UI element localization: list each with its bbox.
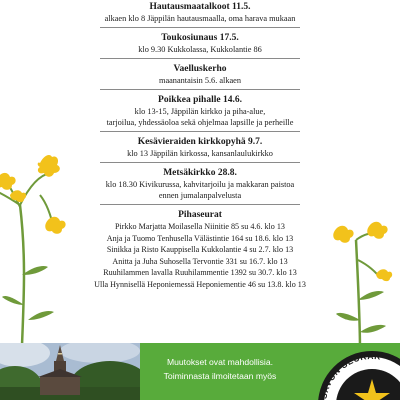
event-kesavieraiden-kirkkopyha [70, 136, 330, 159]
event-detail: ennen jumalanpalvelusta [158, 191, 242, 200]
pihaseurat-entry: Anja ja Tuomo Tenhusella Välästintie 164 su 18.6. klo 13 [106, 233, 294, 243]
pihaseurat-entry: Pirkko Marjatta Moilasella Niinitie 85 su 4.6. klo 13 [115, 222, 285, 231]
event-poikkea-pihalle [70, 94, 330, 128]
pihaseurat-entry: Anitta ja Juha Suhosella Tervontie 331 su 16.7. klo 13 [112, 256, 288, 266]
event-detail: klo 13-15, Jäppilän kirkko ja piha-alue, [134, 107, 266, 116]
pihaseurat-entry: Ulla Hynnisellä Heponiemessä Heponiementie 46 su 13.8. klo 13 [94, 279, 306, 289]
flowers-left-decoration [0, 145, 80, 345]
event-toukosiunaus [70, 32, 330, 55]
event-pihaseurat [70, 209, 330, 291]
logo-text: SAVON SEURAK [318, 350, 382, 400]
flowers-right-decoration [320, 220, 400, 350]
event-title: Hautausmaatalkoot 11.5. [149, 2, 251, 12]
event-title: Toukosiunaus 17.5. [161, 33, 239, 43]
logo-area [300, 343, 400, 400]
event-detail: maanantaisin 5.6. alkaen [158, 76, 242, 85]
pihaseurat-entry: Sinikka ja Risto Kauppisella Kukkolantie 4 su 2.7. klo 13 [106, 245, 294, 255]
events-content [70, 0, 330, 291]
event-title: Vaelluskerho [173, 64, 227, 74]
event-detail: klo 9.30 Kukkolassa, Kukkolantie 86 [138, 45, 262, 54]
event-title: Metsäkirkko 28.8. [163, 168, 237, 178]
flower-blossoms-icon [333, 222, 392, 281]
footer-line: Toiminnasta ilmoitetaan myös [163, 371, 277, 381]
footer-line: Muutokset ovat mahdollisia. [166, 357, 274, 367]
event-title: Poikkea pihalle 14.6. [158, 95, 242, 105]
divider [100, 162, 300, 163]
church-photo-illustration [0, 343, 140, 400]
footer-info-box [140, 343, 300, 400]
event-detail: alkaen klo 8 Jäppilän hautausmaalla, oma harava mukaan [104, 14, 296, 23]
event-vaelluskerho [70, 63, 330, 86]
divider [100, 89, 300, 90]
event-detail: tarjoilua, yhdessäoloa sekä ohjelmaa lapsille ja perheille [106, 118, 294, 127]
event-hautausmaatalkoot [70, 1, 330, 24]
flower-icon [0, 173, 54, 345]
event-title: Kesävieraiden kirkkopyhä 9.7. [137, 137, 263, 147]
church-photo [0, 343, 140, 400]
divider [100, 27, 300, 28]
event-detail: klo 18.30 Kivikurussa, kahvitarjoilu ja makkaran paistoa [105, 180, 295, 189]
flower-icon [336, 233, 386, 350]
pihaseurat-entry: Ruuhilammen lavalla Ruuhilammentie 1392 su 30.7. klo 13 [103, 268, 297, 278]
event-title: Pihaseurat [178, 210, 222, 220]
flower-blossoms-icon [0, 155, 66, 234]
event-detail: klo 13 Jäppilän kirkossa, kansanlaulukirkko [127, 149, 273, 158]
divider [100, 131, 300, 132]
event-metsakirkko [70, 167, 330, 201]
divider [100, 58, 300, 59]
organization-logo [300, 343, 400, 400]
divider [100, 204, 300, 205]
